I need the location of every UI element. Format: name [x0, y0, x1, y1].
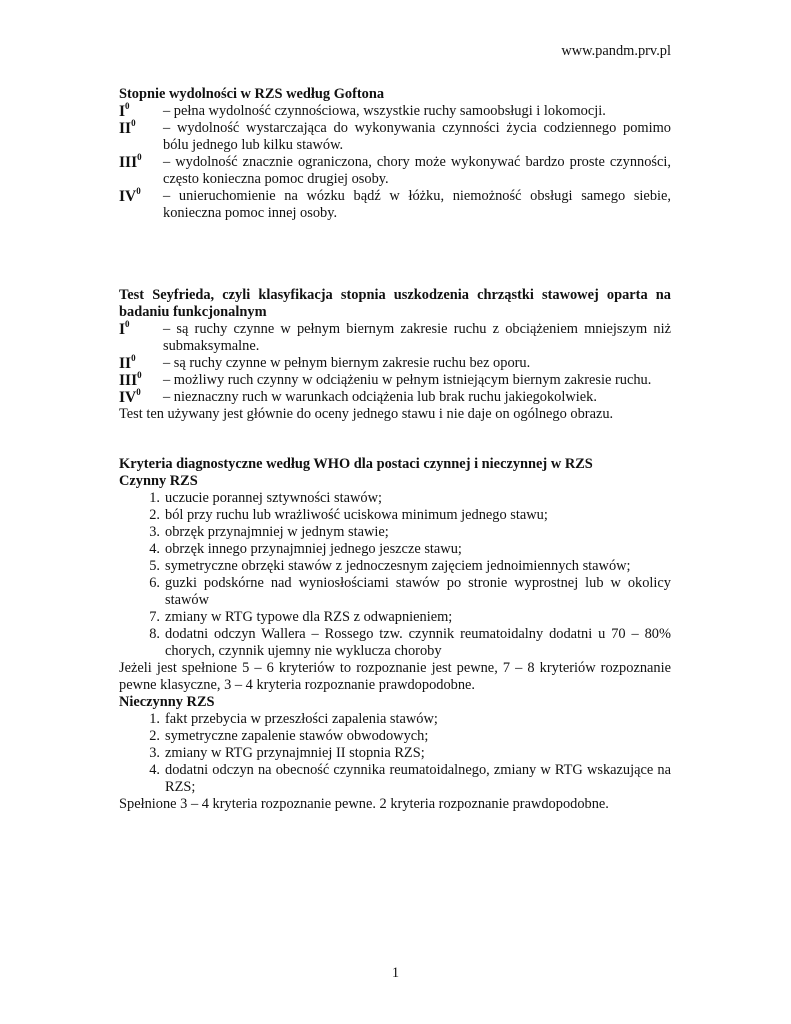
section-seyfried — [119, 287, 671, 423]
grade-label: $IV^0$ — [119, 386, 141, 406]
seyfried-grade — [119, 352, 671, 372]
section-title-seyfried: Test Seyfrieda, czyli klasyfikacja stopnia uszkodzenia chrząstki stawowej oparta na badaniu funkcjonalnym — [119, 287, 671, 320]
gofton-grade-list — [119, 100, 671, 222]
list-item: 4. obrzęk innego przynajmniej jednego jeszcze stawu; — [149, 541, 462, 557]
grade-label: $II^0$ — [119, 352, 136, 372]
list-item: 4. dodatni odczyn na obecność czynnika reumatoidalnego, zmiany w RTG wskazujące na RZS; — [149, 762, 671, 795]
seyfried-grade — [119, 386, 671, 406]
gofton-grade — [119, 185, 671, 222]
list-item: 3. obrzęk przynajmniej w jednym stawie; — [149, 524, 389, 540]
section-who — [119, 456, 671, 813]
gofton-grade — [119, 151, 671, 188]
grade-label: III$^0$ — [119, 151, 142, 171]
seyfried-grade — [119, 369, 671, 389]
grade-text: – możliwy ruch czynny w odciążeniu w pełnym istniejącym biernym zakresie ruchu. — [163, 372, 652, 388]
active-criteria-list — [119, 490, 671, 660]
list-item: 2. ból przy ruchu lub wrażliwość uciskowa minimum jednego stawu; — [149, 507, 548, 523]
gofton-grade — [119, 100, 671, 120]
grade-text: – wydolność znacznie ograniczona, chory może wykonywać bardzo proste czynności, często konieczna pomoc drugiej osoby. — [163, 154, 671, 187]
inactive-criteria-list — [119, 711, 671, 796]
grade-text: – są ruchy czynne w pełnym biernym zakresie ruchu z obciążeniem mniejszym niż submaksymalne. — [163, 321, 671, 354]
inactive-note: Spełnione 3 – 4 kryteria rozpoznanie pewne. 2 kryteria rozpoznanie prawdopodobne. — [119, 796, 609, 812]
grade-label: $I^0$ — [119, 318, 130, 338]
seyfried-note: Test ten używany jest głównie do oceny jednego stawu i nie daje on ogólnego obrazu. — [119, 406, 614, 422]
section-gofton — [119, 86, 671, 222]
grade-text: – wydolność wystarczająca do wykonywania czynności życia codziennego pomimo bólu jednego lub kilku stawów. — [163, 120, 671, 153]
active-note: Jeżeli jest spełnione 5 – 6 kryteriów to rozpoznanie jest pewne, 7 – 8 kryteriów rozpoznanie pewne klasyczne, 3 – 4 kryteria rozpoznanie prawdopodobne. — [119, 660, 671, 693]
grade-label: $II^0$ — [119, 117, 136, 137]
section-title-gofton: Stopnie wydolności w RZS według Goftona — [119, 86, 385, 102]
seyfried-grade-list — [119, 318, 671, 406]
list-item: 3. zmiany w RTG przynajmniej II stopnia RZS; — [149, 745, 425, 761]
page-number: 1 — [391, 965, 400, 981]
grade-text: – nieznaczny ruch w warunkach odciążenia lub brak ruchu jakiegokolwiek. — [163, 389, 597, 405]
grade-text: – są ruchy czynne w pełnym biernym zakresie ruchu bez oporu. — [163, 355, 531, 371]
list-item: 1. fakt przebycia w przeszłości zapalenia stawów; — [149, 711, 438, 727]
list-item: 2. symetryczne zapalenie stawów obwodowych; — [149, 728, 429, 744]
list-item: 8. dodatni odczyn Wallera – Rossego tzw. czynnik reumatoidalny dodatni u 70 – 80% chorych, czynnik ujemny nie wyklucza choroby — [149, 626, 671, 659]
gofton-grade — [119, 117, 671, 154]
list-item: 1. uczucie porannej sztywności stawów; — [149, 490, 382, 506]
subsection-title-active: Czynny RZS — [119, 473, 198, 489]
grade-label: $IV^0$ — [119, 185, 141, 205]
grade-text: – unieruchomienie na wózku bądź w łóżku, niemożność obsługi samego siebie, konieczna pomoc innej osoby. — [163, 188, 671, 221]
grade-label: $I^0$ — [119, 100, 130, 120]
header-url: www.pandm.prv.pl — [561, 43, 671, 59]
grade-text: – pełna wydolność czynnościowa, wszystkie ruchy samoobsługi i lokomocji. — [163, 103, 606, 119]
grade-label: III$^0$ — [119, 369, 142, 389]
list-item: 5. symetryczne obrzęki stawów z jednoczesnym zajęciem jednoimiennych stawów; — [149, 558, 631, 574]
list-item: 7. zmiany w RTG typowe dla RZS z odwapnieniem; — [149, 609, 453, 625]
section-title-who: Kryteria diagnostyczne według WHO dla postaci czynnej i nieczynnej w RZS — [119, 456, 593, 472]
list-item: 6. guzki podskórne nad wyniosłościami stawów po stronie wyprostnej lub w okolicy stawów — [149, 575, 671, 608]
subsection-title-inactive: Nieczynny RZS — [119, 694, 215, 710]
seyfried-grade — [119, 318, 671, 355]
